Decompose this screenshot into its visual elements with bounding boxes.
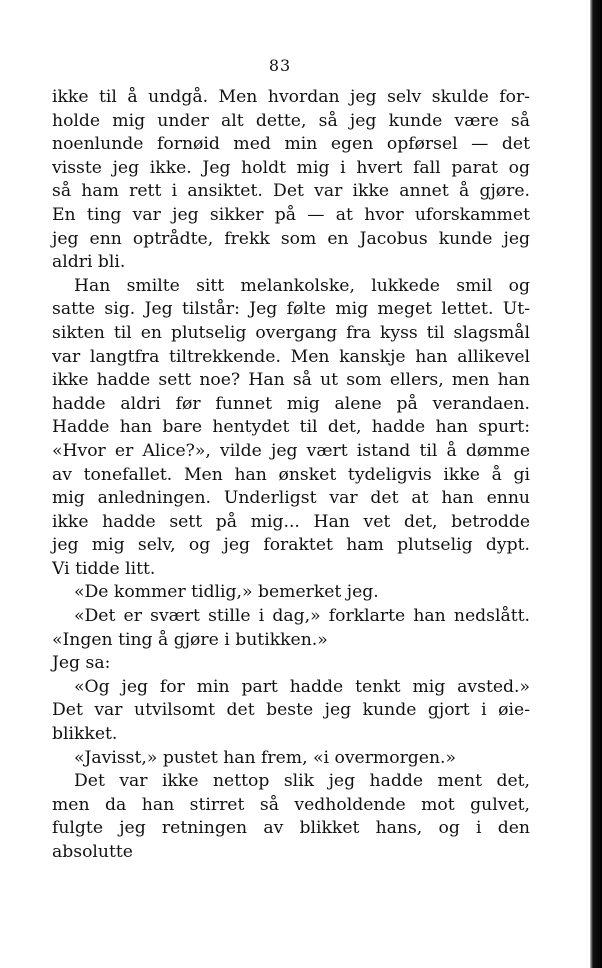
text-line: «De kommer tidlig,» bemerket jeg. <box>74 582 379 603</box>
text-line: «Hvor er Alice?», vilde jeg vært istand til å dømme <box>52 440 530 461</box>
text-line: ikke hadde sett noe? Han så ut som ellers, men han <box>52 370 530 391</box>
text-line: ikke hadde sett på mig... Han vet det, betrodde <box>52 511 530 532</box>
text-line: hadde aldri før funnet mig alene på verandaen. <box>52 393 530 414</box>
text-line: jeg enn optrådte, frekk som en Jacobus kunde jeg <box>52 228 530 249</box>
text-line: jeg mig selv, og jeg foraktet ham plutselig dypt. <box>52 535 530 556</box>
page-edge-shadow <box>590 0 602 968</box>
text-line: «Det er svært stille i dag,» forklarte han nedslått. <box>74 606 530 627</box>
text-line: var langtfra tiltrekkende. Men kanskje han allikevel <box>52 346 530 367</box>
text-line: Han smilte sitt melankolske, lukkede smil og <box>74 275 530 296</box>
text-line: Det var utvilsomt det beste jeg kunde gjort i øie- <box>52 700 530 721</box>
text-line: sikten til en plutselig overgang fra kyss til slagsmål <box>52 322 530 343</box>
text-line: «Og jeg for min part hadde tenkt mig avsted.» <box>74 676 530 697</box>
text-line: men da han stirret så vedholdende mot gulvet, <box>52 794 530 815</box>
text-line: mig anledningen. Underligst var det at han ennu <box>52 488 530 509</box>
text-line: blikket. <box>52 724 118 745</box>
text-line: aldri bli. <box>52 252 126 273</box>
text-line: visste jeg ikke. Jeg holdt mig i hvert fall parat og <box>52 157 530 178</box>
text-line: fulgte jeg retningen av blikket hans, og i den absolutte <box>52 818 530 862</box>
text-line: holde mig under alt dette, så jeg kunde være så <box>52 110 530 131</box>
text-line: Hadde han bare hentydet til det, hadde han spurt: <box>52 417 530 438</box>
text-line: En ting var jeg sikker på — at hvor uforskammet <box>52 204 530 225</box>
text-line: så ham rett i ansiktet. Det var ikke annet å gjøre. <box>52 181 530 202</box>
page-number: 83 <box>268 56 292 75</box>
text-line: Vi tidde litt. <box>52 558 156 579</box>
body-text <box>52 86 530 862</box>
text-line: av tonefallet. Men han ønsket tydeligvis ikke å gi <box>52 464 530 485</box>
text-line: Det var ikke nettop slik jeg hadde ment det, <box>74 771 530 792</box>
text-line: satte sig. Jeg tilstår: Jeg følte mig meget lettet. Ut- <box>52 299 530 320</box>
text-line: «Javisst,» pustet han frem, «i overmorgen.» <box>74 747 457 768</box>
text-line: «Ingen ting å gjøre i butikken.» <box>52 629 328 650</box>
text-line: ikke til å undgå. Men hvordan jeg selv skulde for- <box>52 87 530 107</box>
text-line: Jeg sa: <box>52 653 111 674</box>
text-line: noenlunde fornøid med min egen opførsel — det <box>52 134 530 155</box>
